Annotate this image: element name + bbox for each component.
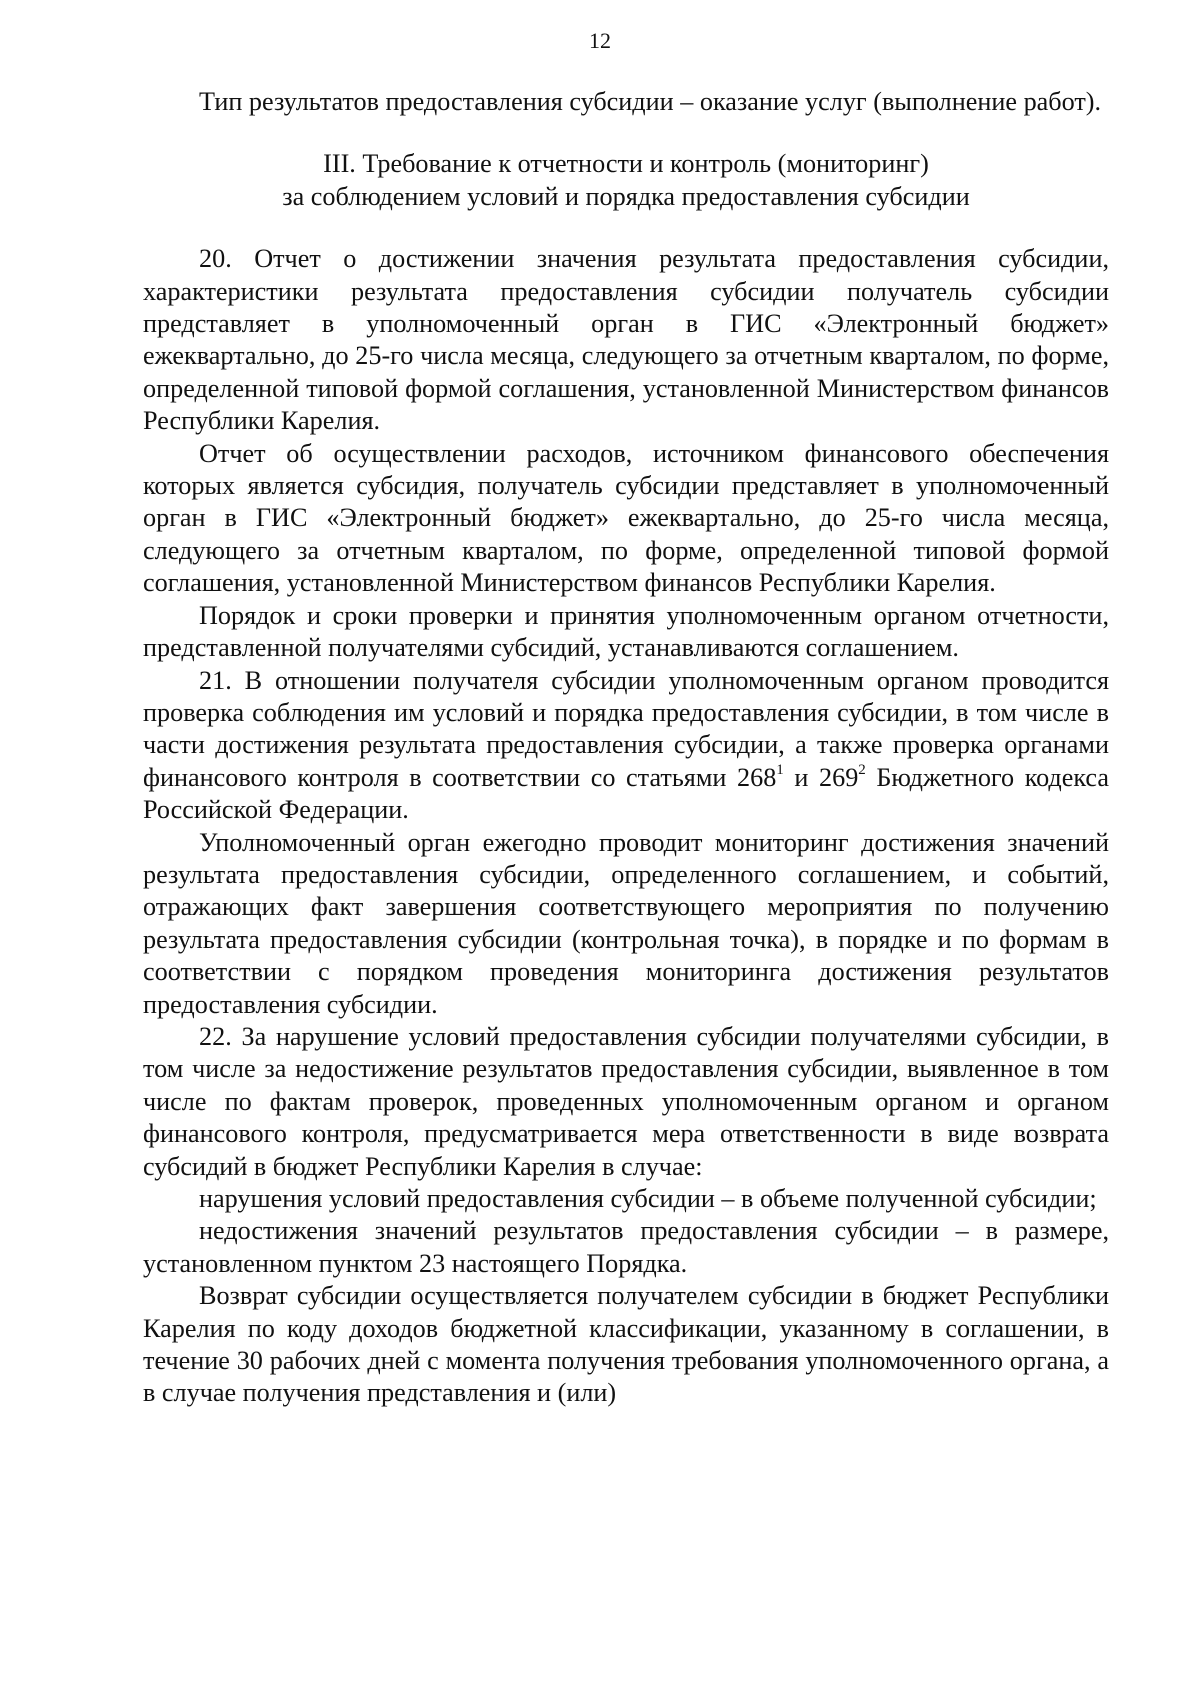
paragraph-20-expenses-report: Отчет об осуществлении расходов, источником финансового обеспечения которых является субсидия, получатель субсидии представляет в уполномоченный орган в ГИС «Электронный бюджет» ежеквартально, до 25-го числа месяца, следующего за отчетным кварталом, по форме, определенной типовой формой соглашения, установленной Министерством финансов Республики Карелия. [143, 438, 1109, 598]
paragraph-22-non-achievement: недостижения значений результатов предоставления субсидии – в размере, установленном пунктом 23 настоящего Порядка. [143, 1216, 1109, 1278]
paragraph-21-monitoring: Уполномоченный орган ежегодно проводит мониторинг достижения значений результата предоставления субсидии, определенного соглашением, и событий, отражающих факт завершения соответствующего мероприятия по получению результата предоставления субсидии (контрольная точка), в порядке и по формам в соответствии с порядком проведения мониторинга достижения результатов предоставления субсидии. [143, 827, 1109, 1019]
paragraph-21-text-1: 21. В отношении получателя субсидии уполномоченным органом проводится проверка соблюдения им условий и порядка предоставления субсидии, в том числе в части достижения результата предоставления субсидии, а также проверка органами финансового контроля в соответствии со статьями 268 [143, 665, 1109, 792]
paragraph-22-refund: Возврат субсидии осуществляется получателем субсидии в бюджет Республики Карелия по коду доходов бюджетной классификации, указанному в соглашении, в течение 30 рабочих дней с момента получения требования уполномоченного органа, а в случае получения представления и (или) [143, 1281, 1109, 1408]
document-body [143, 86, 1109, 1410]
section-heading [143, 148, 1109, 213]
paragraph-21-text-2: и 269 [783, 762, 859, 792]
footnote-sup-1: 1 [776, 761, 784, 778]
paragraph-22: 22. За нарушение условий предоставления субсидии получателями субсидии, в том числе за недостижение результатов предоставления субсидии, выявленное в том числе по фактам проверок, проведенных уполномоченным органом и органом финансового контроля, предусматривается мера ответственности в виде возврата субсидий в бюджет Республики Карелия в случае: [143, 1021, 1109, 1181]
footnote-sup-2: 2 [858, 761, 866, 778]
page-number: 12 [589, 28, 611, 53]
paragraph-20-review-order: Порядок и сроки проверки и принятия уполномоченным органом отчетности, представленной получателями субсидий, устанавливаются соглашением. [143, 600, 1109, 663]
paragraph-20: 20. Отчет о достижении значения результата предоставления субсидии, характеристики результата предоставления субсидии получатель субсидии представляет в уполномоченный орган в ГИС «Электронный бюджет» ежеквартально, до 25-го числа месяца, следующего за отчетным кварталом, по форме, определенной типовой формой соглашения, установленной Министерством финансов Республики Карелия. [143, 244, 1109, 436]
intro-paragraph: Тип результатов предоставления субсидии – оказание услуг (выполнение работ). [199, 87, 1102, 116]
paragraph-21-text-3: Бюджетного кодекса Российской Федерации. [143, 762, 1110, 825]
section-heading-line-1: III. Требование к отчетности и контроль (мониторинг) [323, 149, 929, 179]
paragraph-22-violation: нарушения условий предоставления субсидии – в объеме полученной субсидии; [199, 1184, 1097, 1213]
paragraph-21 [143, 665, 1109, 827]
section-heading-line-2: за соблюдением условий и порядка предоставления субсидии [282, 181, 970, 211]
